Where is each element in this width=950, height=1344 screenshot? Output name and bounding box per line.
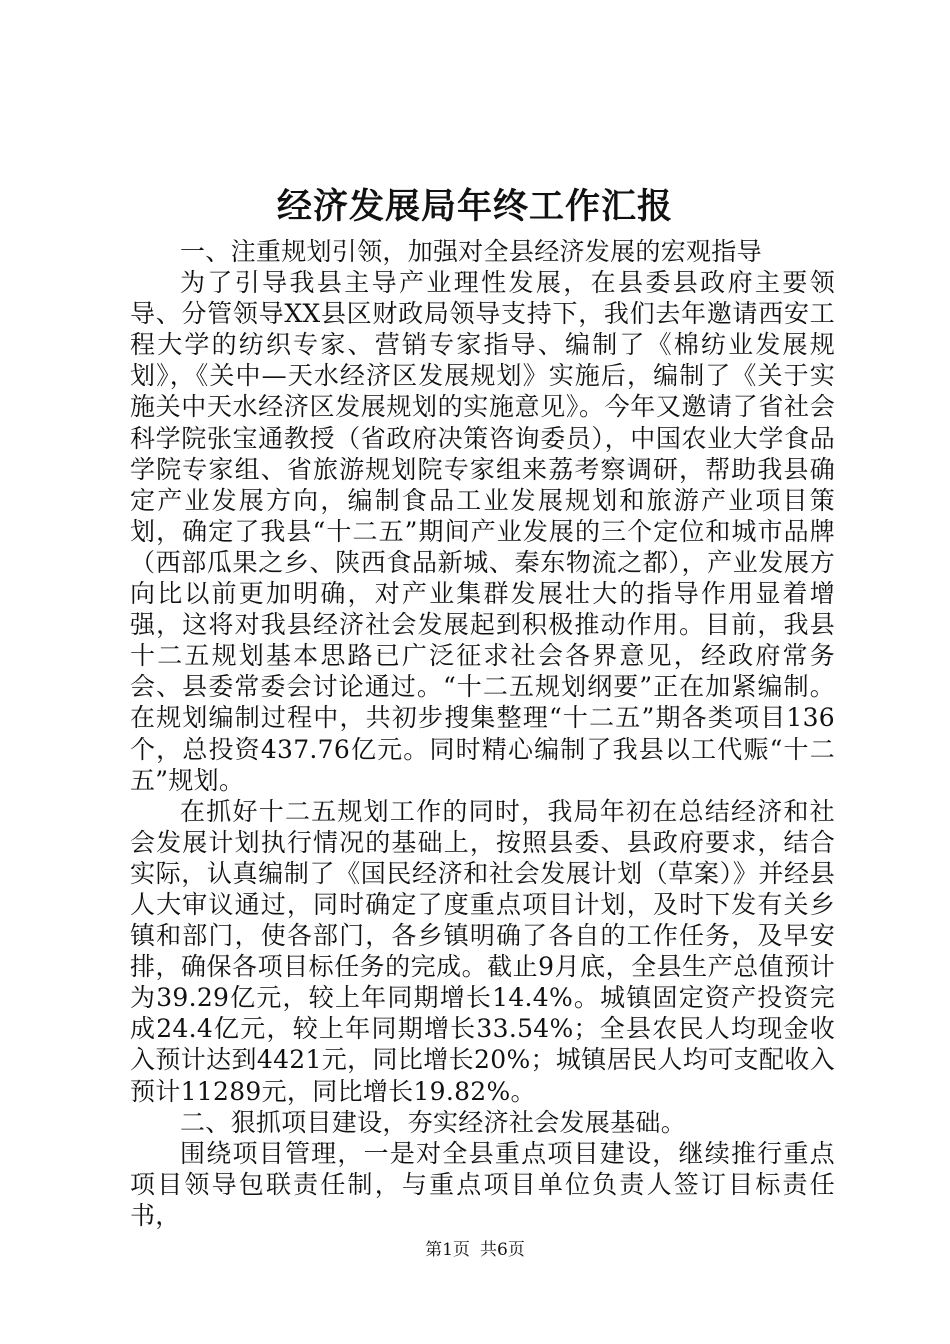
page-footer [0,1238,950,1262]
section-heading-1: 一、注重规划引领，加强对全县经济发展的宏观指导 [180,237,762,266]
document-title: 经济发展局年终工作汇报 [276,186,673,227]
section-heading-2: 二、狠抓项目建设，夯实经济社会发展基础。 [180,1107,687,1137]
body-paragraph: 在抓好十二五规划工作的同时，我局年初在总结经济和社会发展计划执行情况的基础上，按照县委、县政府要求，结合实际，认真编制了《国民经济和社会发展计划（草案）》并经县人大审议通过，同时确定了度重点项目计划，及时下发有关乡镇和部门，使各部门，各乡镇明确了各自的工作任务，及早安排，确保各项目标任务的完成。截止9月底，全县生产总值预计为39.29亿元，较上年同期增长14.4%。城镇固定资产投资完成24.4亿元，较上年同期增长33.54%；全县农民人均现金收入预计达到4421元，同比增长20%；城镇居民人均可支配收入预计11289元，同比增长19.82%。 [130,796,835,1106]
page-number: 第1页 [425,1240,470,1260]
document-body [130,236,835,1231]
page-total: 共6页 [480,1240,525,1260]
body-paragraph: 围绕项目管理，一是对全县重点项目建设，继续推行重点项目领导包联责任制，与重点项目单位负责人签订目标责任书， [130,1138,835,1230]
body-paragraph: 为了引导我县主导产业理性发展，在县委县政府主要领导、分管领导XX县区财政局领导支持下，我们去年邀请西安工程大学的纺织专家、营销专家指导、编制了《棉纺业发展规划》，《关中—天水经济区发展规划》实施后，编制了《关于实施关中天水经济区发展规划的实施意见》。今年又邀请了省社会科学院张宝通教授（省政府决策咨询委员），中国农业大学食品学院专家组、省旅游规划院专家组来荔考察调研，帮助我县确定产业发展方向，编制食品工业发展规划和旅游产业项目策划，确定了我县“十二五”期间产业发展的三个定位和城市品牌（西部瓜果之乡、陕西食品新城、秦东物流之都），产业发展方向比以前更加明确，对产业集群发展壮大的指导作用显着增强，这将对我县经济社会发展起到积极推动作用。目前，我县十二五规划基本思路已广泛征求社会各界意见，经政府常务会、县委常委会讨论通过。“十二五规划纲要”正在加紧编制。在规划编制过程中，共初步搜集整理“十二五”期各类项目136个，总投资437.76亿元。同时精心编制了我县以工代赈“十二五”规划。 [130,268,835,795]
